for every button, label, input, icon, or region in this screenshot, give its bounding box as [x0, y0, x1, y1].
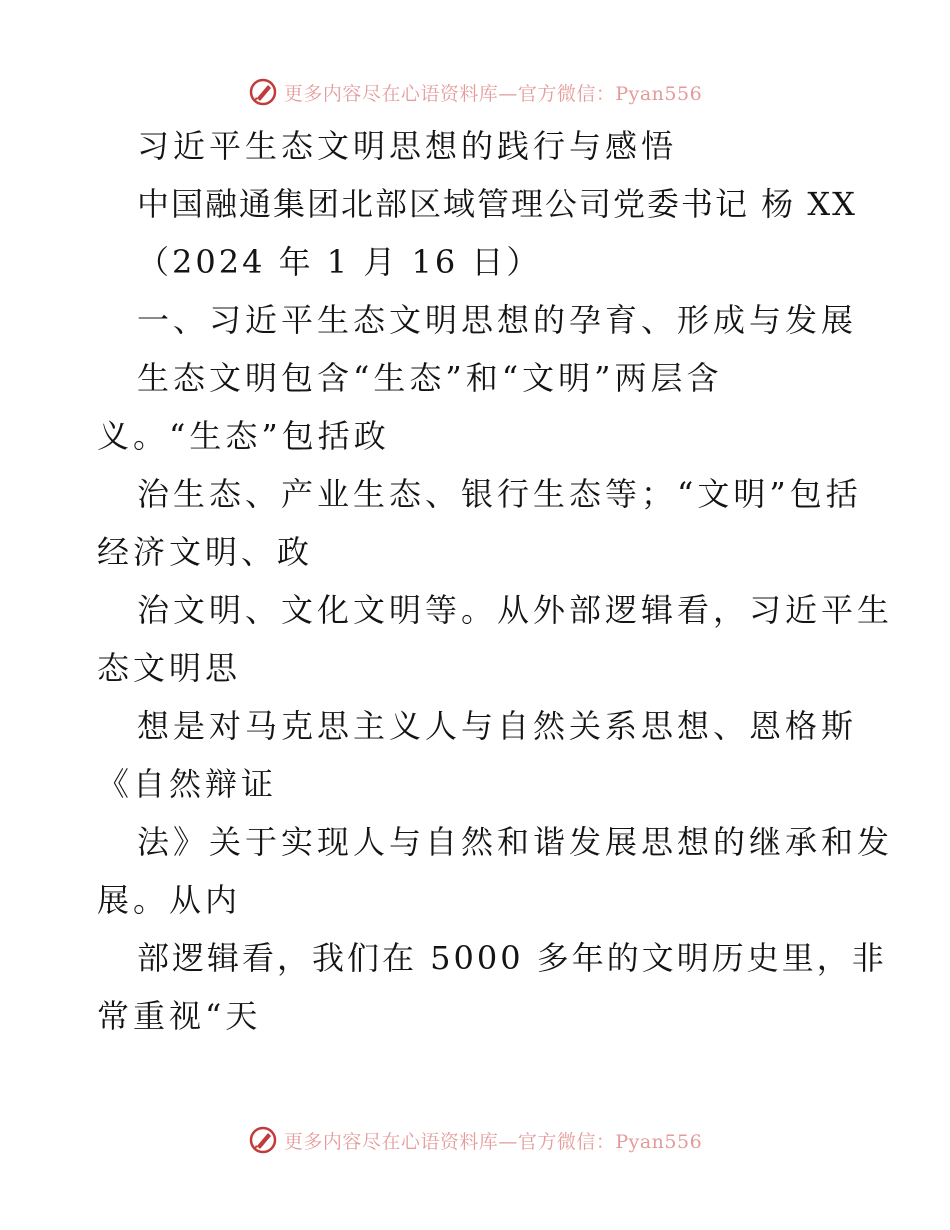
body-line: 义。“生态”包括政 — [97, 417, 390, 455]
body-line: 想是对马克思主义人与自然关系思想、恩格斯 — [137, 707, 858, 745]
body-line: 法》关于实现人与自然和谐发展思想的继承和发 — [137, 823, 894, 861]
pen-logo-icon — [248, 77, 278, 107]
date-line: （2024 年 1 月 16 日） — [137, 243, 542, 281]
pen-logo-icon — [248, 1125, 278, 1155]
body-line: 常重视“天 — [97, 997, 262, 1035]
body-line: 治生态、产业生态、银行生态等；“文明”包括 — [137, 475, 862, 513]
watermark-text: 更多内容尽在心语资料库—官方微信：Pyan556 — [283, 82, 703, 105]
body-line: 治文明、文化文明等。从外部逻辑看，习近平生 — [137, 591, 894, 629]
body-line: 生态文明包含“生态”和“文明”两层含 — [137, 359, 723, 397]
watermark-banner-bottom — [0, 1120, 950, 1160]
section-heading: 一、习近平生态文明思想的孕育、形成与发展 — [137, 301, 858, 339]
body-line: 《自然辩证 — [97, 765, 278, 803]
body-line: 经济文明、政 — [97, 533, 314, 571]
document-title: 习近平生态文明思想的践行与感悟 — [137, 127, 678, 165]
body-line: 态文明思 — [97, 649, 242, 687]
body-line: 展。从内 — [97, 881, 242, 919]
watermark-text: 更多内容尽在心语资料库—官方微信：Pyan556 — [283, 1130, 703, 1153]
author-line: 中国融通集团北部区域管理公司党委书记 杨 XX — [137, 185, 857, 223]
watermark-banner-top — [0, 72, 950, 112]
body-line: 部逻辑看，我们在 5000 多年的文明历史里，非 — [137, 939, 887, 977]
